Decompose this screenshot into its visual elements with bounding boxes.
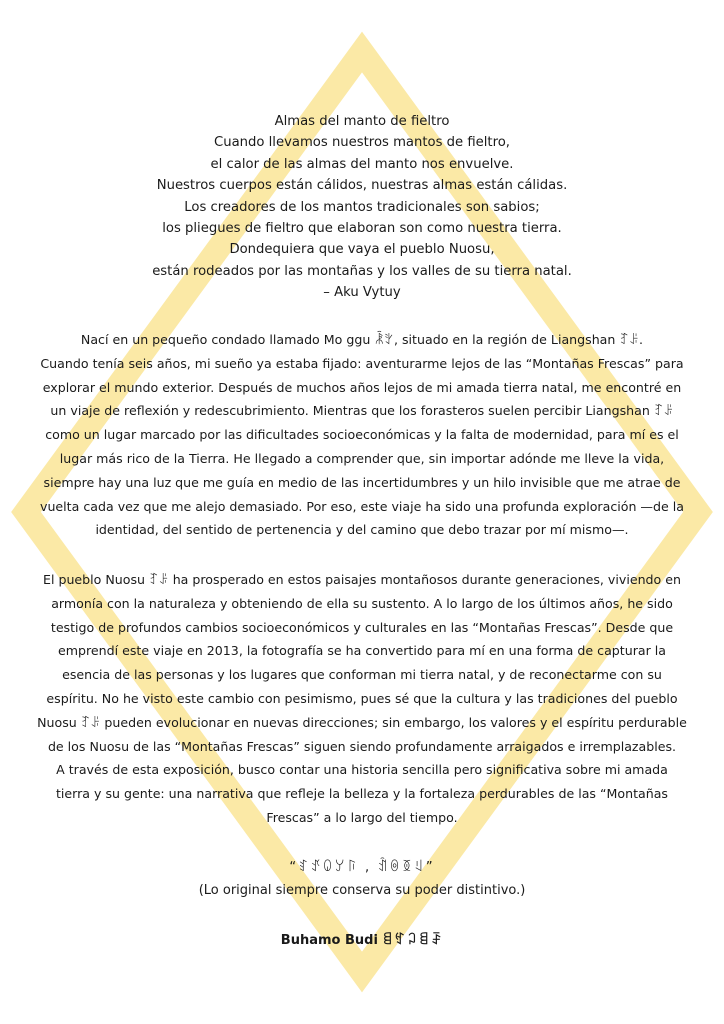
poem-line: los pliegues de fieltro que elaboran son como nuestra tierra. — [162, 221, 562, 237]
author-signature — [40, 931, 684, 951]
paragraph-line: tierra y su gente: una narrativa que refleje la belleza y la fortaleza perdurables de las “Montañas — [55, 786, 668, 802]
poem-line: Dondequiera que vaya el pueblo Nuosu, — [229, 242, 495, 258]
paragraph-line: Nací en un pequeño condado llamado Mo ggu ꂾꇬ, situado en la región de Liangshan ꆈꌠ. — [80, 332, 644, 347]
paragraph-line: lugar más rico de la Tierra. He llegado a comprender que, sin importar adónde me lleve la vida, — [59, 450, 665, 466]
poem-line: están rodeados por las montañas y los valles de su tierra natal. — [152, 263, 572, 279]
poem-block — [40, 111, 684, 304]
paragraph-line: esencia de las personas y los lugares que conforman mi tierra natal, y de reconectarme con su — [62, 667, 662, 683]
paragraph-line: explorar el mundo exterior. Después de muchos años lejos de mi amada tierra natal, me encontré en — [42, 379, 682, 395]
poem-title: Almas del manto de fieltro — [274, 114, 450, 129]
poem-attribution: – Aku Vytuy — [323, 285, 401, 301]
paragraph-line: armonía con la naturaleza y obteniendo de ella su sustento. A lo largo de los últimos años, he sido — [51, 595, 673, 611]
nuosu-paragraph — [14, 568, 710, 830]
paragraph-line: El pueblo Nuosu ꆈꌠ ha prosperado en estos paisajes montañosos durante generaciones, viviendo en — [42, 572, 681, 587]
quote-translation: (Lo original siempre conserva su poder distintivo.) — [198, 883, 526, 898]
paragraph-line: testigo de profundos cambios socioeconómicos y culturales en las “Montañas Frescas”. Desde que — [50, 619, 674, 635]
poem-line: Los creadores de los mantos tradicionales son sabios; — [184, 199, 540, 215]
paragraph-line: como un lugar marcado por las dificultades socioeconómicas y la falta de modernidad, para mí es el — [45, 427, 679, 443]
paragraph-line: Frescas” a lo largo del tiempo. — [266, 809, 458, 825]
author-name: Buhamo Budi — [280, 933, 378, 948]
paragraph-line: vuelta cada vez que me alejo demasiado. Por eso, este viaje ha sido una profunda exploración —de la — [40, 498, 684, 514]
intro-paragraph — [14, 328, 710, 542]
paragraph-line: emprendí este viaje en 2013, la fotografía se ha convertido para mí en una forma de capturar la — [57, 643, 666, 659]
paragraph-line: identidad, del sentido de pertenencia y del camino que debo trazar por mí mismo—. — [95, 522, 629, 538]
paragraph-line: de los Nuosu de las “Montañas Frescas” siguen siendo profundamente arraigados e irremplazables. — [47, 738, 677, 754]
paragraph-line: espíritu. No he visto este cambio con pesimismo, pues sé que la cultura y las tradiciones del pueblo — [46, 690, 678, 706]
paragraph-line: Cuando tenía seis años, mi sueño ya estaba fijado: aventurarme lejos de las “Montañas Frescas” para — [40, 355, 684, 371]
poem-line: Cuando llevamos nuestros mantos de fieltro, — [214, 135, 510, 151]
paragraph-line: siempre hay una luz que me guía en medio de las incertidumbres y un hilo invisible que me atrae de — [43, 474, 681, 490]
author-yi-name: ꁌꉐꃀꁌꄚ — [382, 933, 444, 948]
poem-line: Nuestros cuerpos están cálidos, nuestras almas están cálidas. — [156, 178, 568, 194]
paragraph-line: un viaje de reflexión y redescubrimiento. Mientras que los forasteros suelen percibir Liangshan ꆈꌠ — [50, 403, 674, 419]
poem-line: el calor de las almas del manto nos envuelve. — [210, 156, 514, 172]
paragraph-line: A través de esta exposición, busco contar una historia sencilla pero significativa sobre mi amada — [56, 762, 668, 778]
closing-quote-block — [40, 856, 684, 902]
yi-quote: “ꆏꀋꐎꌦꑍ , ꀉꉻꅉꆹ” — [289, 860, 435, 875]
paragraph-line: Nuosu ꆈꌠ pueden evolucionar en nuevas direcciones; sin embargo, los valores y el espíritu perdurable — [37, 714, 687, 730]
